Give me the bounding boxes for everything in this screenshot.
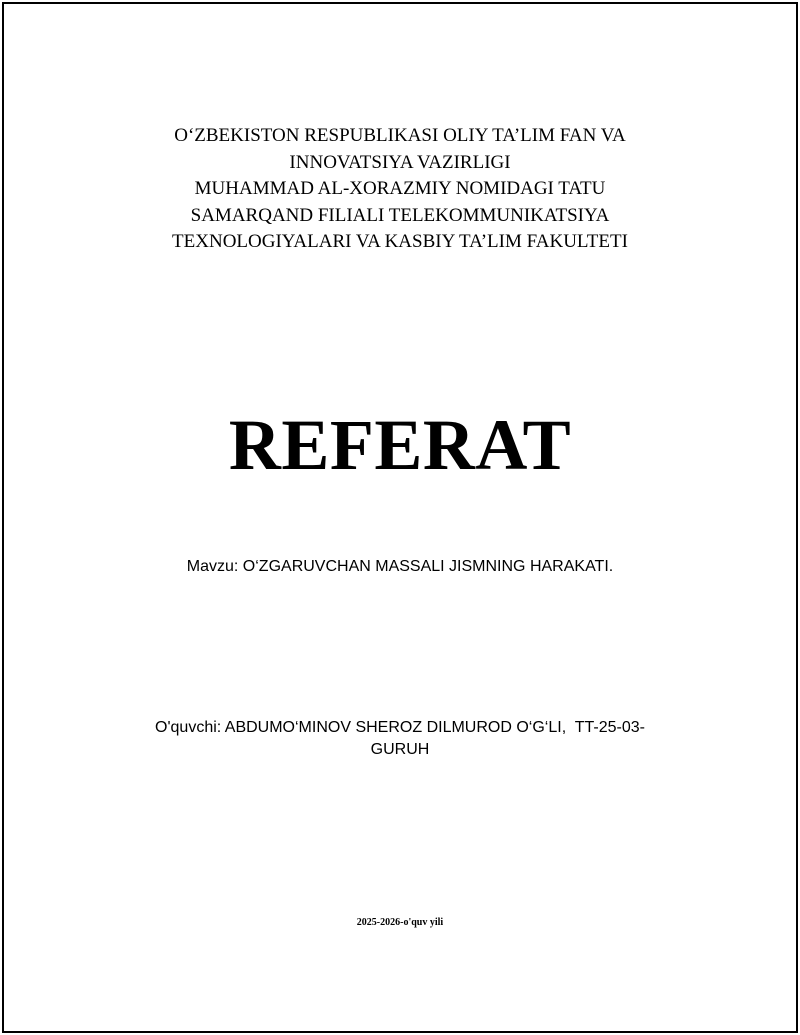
topic-line: Mavzu: O‘ZGARUVCHAN MASSALI JISMNING HARAKATI. — [186, 558, 614, 575]
header-line-4: SAMARQAND FILIALI TELEKOMMUNIKATSIYA — [190, 204, 610, 226]
institution-header — [0, 123, 800, 256]
header-line-5: TEXNOLOGIYALARI VA KASBIY TA’LIM FAKULTETI — [172, 231, 628, 252]
document-title: REFERAT — [228, 405, 572, 485]
header-line-2: INNOVATSIYA VAZIRLIGI — [289, 151, 511, 173]
student-info — [0, 717, 800, 761]
student-line-1: O'quvchi: ABDUMO‘MINOV SHEROZ DILMUROD O‘G‘LI, TT-25-03- — [155, 719, 645, 736]
header-line-3: MUHAMMAD AL-XORAZMIY NOMIDAGI TATU — [194, 178, 606, 199]
header-line-1: O‘ZBEKISTON RESPUBLIKASI OLIY TA’LIM FAN VA — [174, 125, 626, 146]
academic-year: 2025-2026-o'quv yili — [356, 917, 444, 928]
student-line-2: GURUH — [370, 741, 430, 758]
